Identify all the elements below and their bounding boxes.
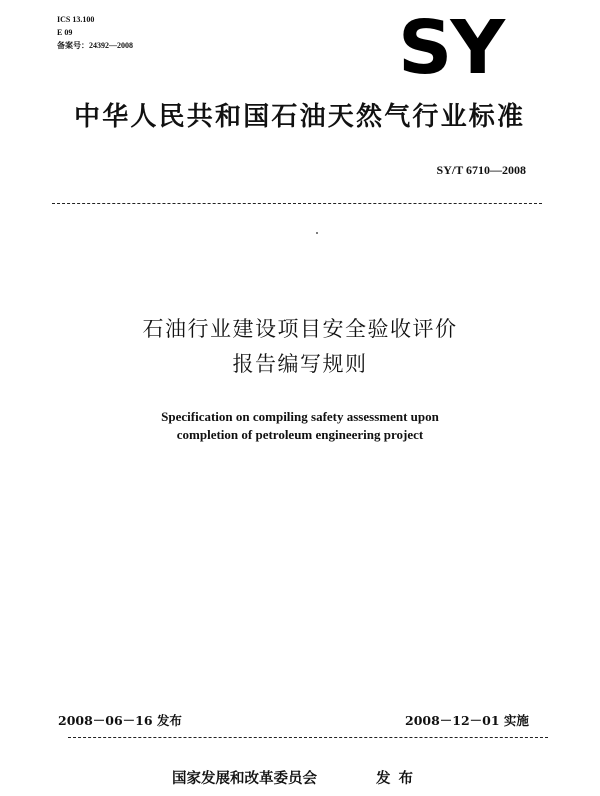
standard-number: SY/T 6710—2008 [436,163,526,177]
document-title-line-2: 报告编写规则 [232,352,368,376]
top-divider [52,203,542,204]
document-title-line-1: 石油行业建设项目安全验收评价 [142,317,458,341]
bottom-divider [68,737,548,738]
sy-logo: SY [398,5,503,91]
issued-label: 发布 [376,771,421,787]
english-title-line-2: completion of petroleum engineering project [176,427,424,442]
ics-code: ICS 13.100 [57,15,95,24]
record-number: 备案号：24392—2008 [57,41,133,50]
english-title-line-1: Specification on compiling safety assessment upon [161,409,439,424]
issue-date: 2008－06－16 发布 [58,713,182,728]
scan-speck [316,232,318,234]
issuing-authority: 国家发展和改革委员会 [172,771,317,787]
standard-category-title: 中华人民共和国石油天然气行业标准 [74,102,526,132]
classification-code: E 09 [57,28,73,37]
implementation-date: 2008－12－01 实施 [405,713,529,728]
